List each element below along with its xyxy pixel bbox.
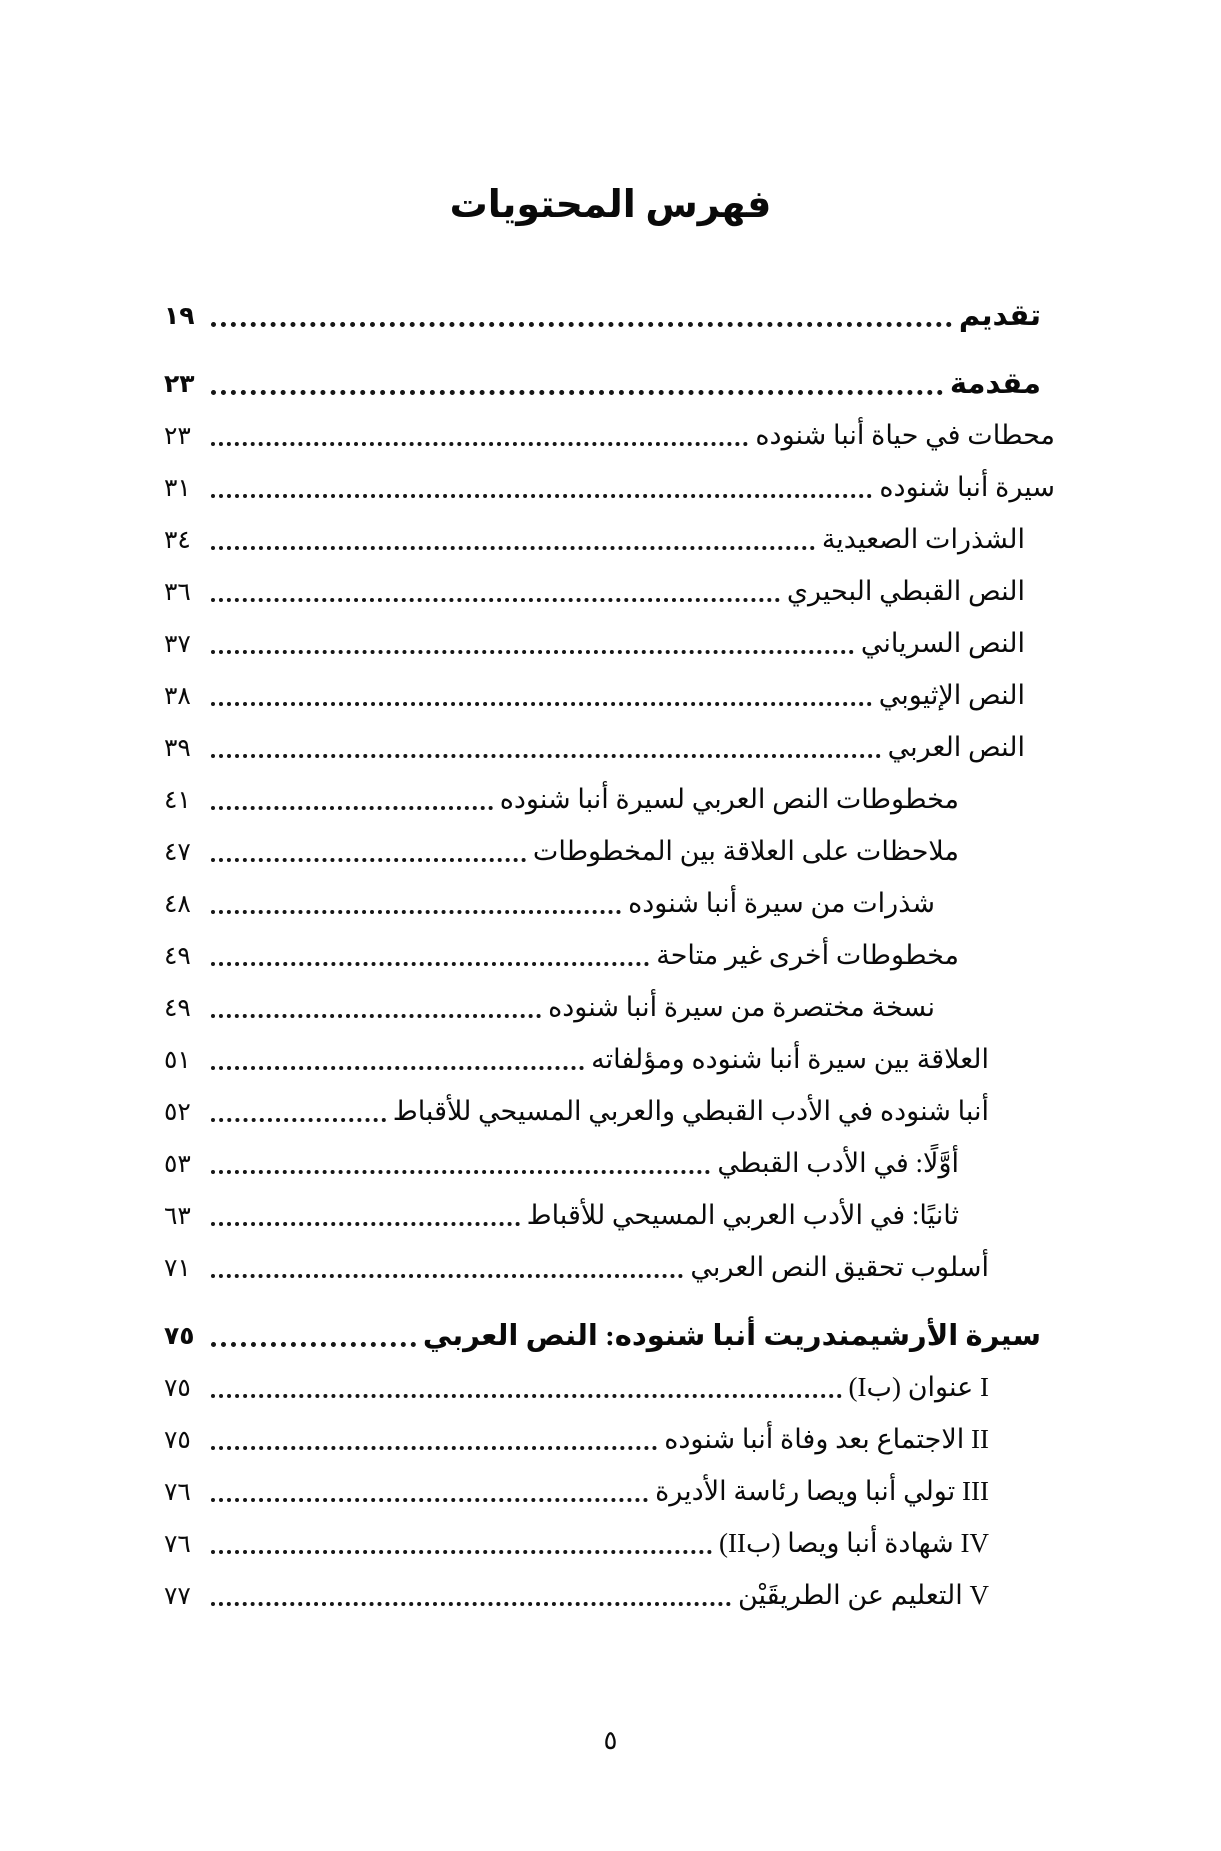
dot-leader xyxy=(211,858,526,862)
toc-entry-title: النص السرياني xyxy=(860,627,1025,658)
toc-entry-title: III تولي أنبا ويصا رئاسة الأديرة xyxy=(655,1475,989,1506)
toc-entry xyxy=(164,773,1055,825)
toc-entry-title: سيرة أنبا شنوده xyxy=(879,471,1055,502)
toc-entry-title: محطات في حياة أنبا شنوده xyxy=(755,419,1055,450)
toc-entry xyxy=(164,289,1055,341)
toc-entry xyxy=(164,877,1055,929)
dot-leader xyxy=(211,546,815,550)
dot-leader xyxy=(211,1274,683,1278)
toc-entry xyxy=(164,1413,1055,1465)
toc-entry-page: ٢٣ xyxy=(164,420,191,450)
toc-entry-page: ٧٥ xyxy=(164,1320,195,1350)
dot-leader xyxy=(211,1394,842,1398)
toc-entry xyxy=(164,1361,1055,1413)
toc-entry-page: ٧٦ xyxy=(164,1476,191,1506)
toc-entry-title: مخطوطات أخرى غير متاحة xyxy=(656,939,959,970)
toc-entry-page: ٣٧ xyxy=(164,628,191,658)
toc-entry xyxy=(164,1517,1055,1569)
dot-leader xyxy=(211,1222,520,1226)
toc-entry xyxy=(164,617,1055,669)
toc-entry xyxy=(164,669,1055,721)
toc-entry-page: ٣٦ xyxy=(164,576,191,606)
toc-entry-title: أسلوب تحقيق النص العربي xyxy=(690,1251,989,1282)
toc-entry-title: الشذرات الصعيدية xyxy=(821,523,1025,554)
toc-entry-page: ٧٥ xyxy=(164,1372,191,1402)
toc-entry-title: سيرة الأرشيمندريت أنبا شنوده: النص العربي xyxy=(422,1319,1041,1352)
dot-leader xyxy=(211,1602,731,1606)
dot-leader xyxy=(211,1550,712,1554)
toc-entry-title: ملاحظات على العلاقة بين المخطوطات xyxy=(532,835,959,866)
toc-entry-title: II الاجتماع بعد وفاة أنبا شنوده xyxy=(664,1423,989,1454)
toc-entry xyxy=(164,513,1055,565)
toc-entry-title: نسخة مختصرة من سيرة أنبا شنوده xyxy=(548,991,935,1022)
dot-leader xyxy=(211,1446,657,1450)
toc-entry-page: ٤٧ xyxy=(164,836,191,866)
toc-entry xyxy=(164,1309,1055,1361)
toc-entry-title: مخطوطات النص العربي لسيرة أنبا شنوده xyxy=(499,783,959,814)
toc-entry-title: شذرات من سيرة أنبا شنوده xyxy=(628,887,935,918)
folio-page-number: ٥ xyxy=(603,1726,618,1756)
dot-leader xyxy=(211,1066,584,1070)
toc-entry xyxy=(164,929,1055,981)
toc-entry-page: ٤١ xyxy=(164,784,191,814)
toc-entry xyxy=(164,409,1055,461)
toc-entry-title: النص الإثيوبي xyxy=(878,679,1025,710)
toc-list xyxy=(164,289,1055,1621)
toc-entry-page: ١٩ xyxy=(164,300,195,330)
toc-entry xyxy=(164,565,1055,617)
toc-entry-title: النص القبطي البحيري xyxy=(786,575,1025,606)
toc-entry xyxy=(164,1189,1055,1241)
toc-entry-page: ٤٩ xyxy=(164,992,191,1022)
toc-entry-title: أوَّلًا: في الأدب القبطي xyxy=(717,1147,959,1178)
toc-entry-page: ٧٥ xyxy=(164,1424,191,1454)
toc-entry-page: ٣٤ xyxy=(164,524,191,554)
dot-leader xyxy=(211,390,943,395)
dot-leader xyxy=(211,442,748,446)
toc-entry-page: ٢٣ xyxy=(164,368,195,398)
toc-entry-page: ٧٦ xyxy=(164,1528,191,1558)
toc-entry xyxy=(164,461,1055,513)
toc-entry-page: ٧٧ xyxy=(164,1580,191,1610)
toc-entry-page: ٧١ xyxy=(164,1252,191,1282)
toc-entry-title: IV شهادة أنبا ويصا (بII) xyxy=(719,1527,989,1558)
dot-leader xyxy=(211,494,872,498)
dot-leader xyxy=(211,322,952,327)
toc-entry-title: I عنوان (بI) xyxy=(848,1371,989,1402)
dot-leader xyxy=(211,1498,648,1502)
dot-leader xyxy=(211,806,493,810)
dot-leader xyxy=(211,1014,541,1018)
toc-entry-page: ٣٨ xyxy=(164,680,191,710)
page-title: فهرس المحتويات xyxy=(449,184,772,226)
dot-leader xyxy=(211,962,649,966)
toc-entry xyxy=(164,1241,1055,1293)
dot-leader xyxy=(211,910,621,914)
toc-entry-title: العلاقة بين سيرة أنبا شنوده ومؤلفاته xyxy=(591,1043,989,1074)
dot-leader xyxy=(211,1118,386,1122)
dot-leader xyxy=(211,1342,416,1347)
dot-leader xyxy=(211,754,881,758)
toc-entry-page: ٤٨ xyxy=(164,888,191,918)
toc-entry-title: تقديم xyxy=(958,299,1041,332)
toc-entry xyxy=(164,981,1055,1033)
toc-entry-page: ٦٣ xyxy=(164,1200,191,1230)
toc-entry xyxy=(164,721,1055,773)
toc-entry-page: ٤٩ xyxy=(164,940,191,970)
toc-entry xyxy=(164,357,1055,409)
toc-entry xyxy=(164,825,1055,877)
toc-entry-title: ثانيًا: في الأدب العربي المسيحي للأقباط xyxy=(526,1199,959,1230)
toc-entry-title: V التعليم عن الطريقَيْن xyxy=(737,1579,989,1610)
toc-entry-page: ٥٣ xyxy=(164,1148,191,1178)
toc-entry xyxy=(164,1137,1055,1189)
toc-entry-title: أنبا شنوده في الأدب القبطي والعربي المسيحي للأقباط xyxy=(392,1095,989,1126)
toc-entry xyxy=(164,1033,1055,1085)
toc-entry-title: مقدمة xyxy=(949,367,1041,400)
toc-entry xyxy=(164,1569,1055,1621)
toc-entry xyxy=(164,1085,1055,1137)
dot-leader xyxy=(211,702,872,706)
toc-entry-page: ٣١ xyxy=(164,472,191,502)
dot-leader xyxy=(211,650,854,654)
toc-entry-page: ٥٢ xyxy=(164,1096,191,1126)
toc-entry-page: ٣٩ xyxy=(164,732,191,762)
dot-leader xyxy=(211,598,780,602)
dot-leader xyxy=(211,1170,710,1174)
toc-entry-title: النص العربي xyxy=(887,731,1025,762)
toc-entry-page: ٥١ xyxy=(164,1044,191,1074)
toc-entry xyxy=(164,1465,1055,1517)
